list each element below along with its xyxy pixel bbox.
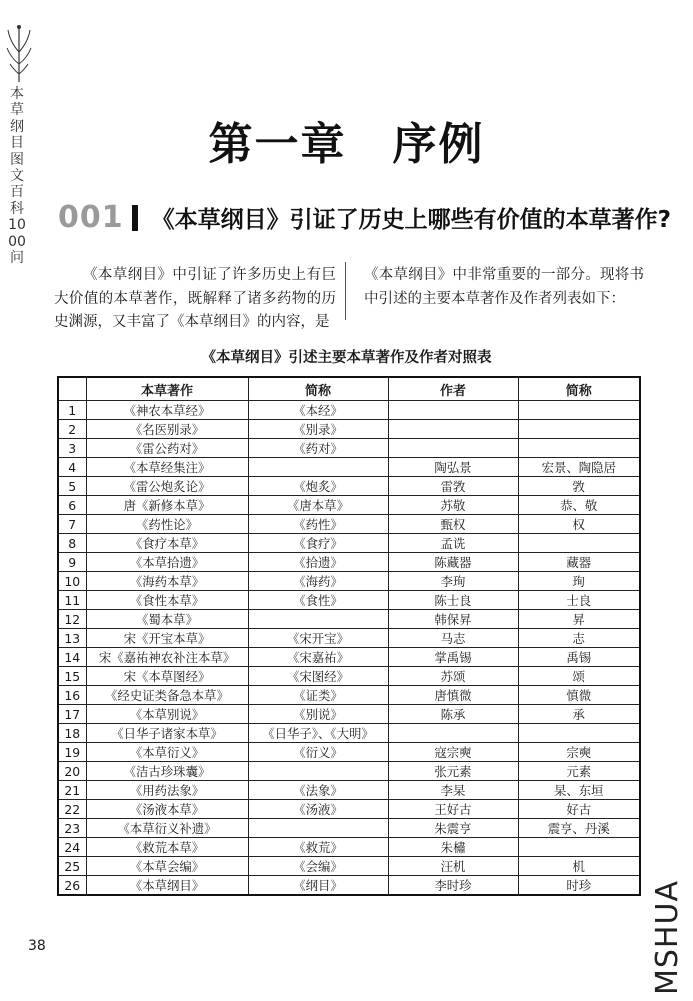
table-row bbox=[58, 515, 640, 534]
table-header-row bbox=[58, 377, 640, 401]
cell-work: 《本草衍义补遗》 bbox=[86, 819, 248, 838]
cell-work-abbr bbox=[248, 762, 388, 781]
cell-author-abbr: 恭、敬 bbox=[518, 496, 640, 515]
table-row bbox=[58, 743, 640, 762]
table-row bbox=[58, 648, 640, 667]
cell-index: 4 bbox=[58, 458, 86, 477]
cell-author: 苏颂 bbox=[388, 667, 518, 686]
cell-work: 《洁古珍珠囊》 bbox=[86, 762, 248, 781]
cell-author: 韩保昇 bbox=[388, 610, 518, 629]
cell-author-abbr: 颂 bbox=[518, 667, 640, 686]
cell-author: 汪机 bbox=[388, 857, 518, 876]
cell-work-abbr bbox=[248, 458, 388, 477]
cell-index: 10 bbox=[58, 572, 86, 591]
cell-index: 1 bbox=[58, 401, 86, 420]
cell-author-abbr bbox=[518, 439, 640, 458]
cell-index: 3 bbox=[58, 439, 86, 458]
table-row bbox=[58, 686, 640, 705]
cell-work-abbr: 《拾遗》 bbox=[248, 553, 388, 572]
table-row bbox=[58, 553, 640, 572]
cell-author-abbr: 权 bbox=[518, 515, 640, 534]
table-row bbox=[58, 857, 640, 876]
cell-author: 孟诜 bbox=[388, 534, 518, 553]
cell-author: 唐慎微 bbox=[388, 686, 518, 705]
table-row bbox=[58, 591, 640, 610]
cell-author: 陶弘景 bbox=[388, 458, 518, 477]
cell-index: 22 bbox=[58, 800, 86, 819]
cell-work-abbr: 《宋图经》 bbox=[248, 667, 388, 686]
cell-author-abbr: 元素 bbox=[518, 762, 640, 781]
works-authors-table bbox=[57, 376, 641, 896]
cell-author: 朱橚 bbox=[388, 838, 518, 857]
cell-work-abbr: 《宋开宝》 bbox=[248, 629, 388, 648]
cell-work: 《汤液本草》 bbox=[86, 800, 248, 819]
cell-author: 马志 bbox=[388, 629, 518, 648]
question-heading bbox=[58, 200, 671, 235]
cell-index: 9 bbox=[58, 553, 86, 572]
cell-author-abbr: 昇 bbox=[518, 610, 640, 629]
cell-author: 李珣 bbox=[388, 572, 518, 591]
table-row bbox=[58, 781, 640, 800]
cell-work: 《本草拾遗》 bbox=[86, 553, 248, 572]
table-row bbox=[58, 876, 640, 896]
cell-author: 李时珍 bbox=[388, 876, 518, 896]
cell-index: 17 bbox=[58, 705, 86, 724]
intro-paragraph-left: 《本草纲目》中引证了许多历史上有巨大价值的本草著作，既解释了诸多药物的历史渊源，又丰富了《本草纲目》的内容，是 bbox=[54, 267, 336, 330]
cell-work-abbr: 《海药》 bbox=[248, 572, 388, 591]
cell-work: 《本草衍义》 bbox=[86, 743, 248, 762]
cell-work: 《名医别录》 bbox=[86, 420, 248, 439]
cell-index: 21 bbox=[58, 781, 86, 800]
cell-index: 11 bbox=[58, 591, 86, 610]
cell-author-abbr: 杲、东垣 bbox=[518, 781, 640, 800]
header-work-abbr: 简称 bbox=[248, 377, 388, 401]
cell-author: 李杲 bbox=[388, 781, 518, 800]
cell-author: 陈藏器 bbox=[388, 553, 518, 572]
cell-index: 12 bbox=[58, 610, 86, 629]
header-author-abbr: 简称 bbox=[518, 377, 640, 401]
cell-work-abbr: 《药对》 bbox=[248, 439, 388, 458]
cell-work: 《本草别说》 bbox=[86, 705, 248, 724]
cell-work-abbr: 《本经》 bbox=[248, 401, 388, 420]
cell-index: 5 bbox=[58, 477, 86, 496]
column-divider bbox=[345, 262, 346, 320]
cell-work-abbr: 《药性》 bbox=[248, 515, 388, 534]
table-row bbox=[58, 610, 640, 629]
table-row bbox=[58, 819, 640, 838]
cell-author: 王好古 bbox=[388, 800, 518, 819]
cell-author-abbr: 藏器 bbox=[518, 553, 640, 572]
cell-author: 陈承 bbox=[388, 705, 518, 724]
cell-work-abbr: 《纲目》 bbox=[248, 876, 388, 896]
cell-work: 《蜀本草》 bbox=[86, 610, 248, 629]
cell-author bbox=[388, 724, 518, 743]
cell-work: 《经史证类备急本草》 bbox=[86, 686, 248, 705]
cell-work-abbr: 《炮炙》 bbox=[248, 477, 388, 496]
cell-index: 25 bbox=[58, 857, 86, 876]
cell-author-abbr: 震亨、丹溪 bbox=[518, 819, 640, 838]
table-body bbox=[58, 401, 640, 896]
cell-work-abbr: 《食疗》 bbox=[248, 534, 388, 553]
cell-index: 24 bbox=[58, 838, 86, 857]
cell-work: 《雷公炮炙论》 bbox=[86, 477, 248, 496]
cell-author-abbr: 珣 bbox=[518, 572, 640, 591]
cell-index: 16 bbox=[58, 686, 86, 705]
cell-author-abbr: 士良 bbox=[518, 591, 640, 610]
table-caption: 《本草纲目》引述主要本草著作及作者对照表 bbox=[201, 350, 492, 366]
cell-work: 《日华子诸家本草》 bbox=[86, 724, 248, 743]
page-number: 38 bbox=[28, 938, 46, 954]
cell-work-abbr: 《宋嘉祐》 bbox=[248, 648, 388, 667]
cell-index: 18 bbox=[58, 724, 86, 743]
table-row bbox=[58, 838, 640, 857]
cell-work-abbr: 《汤液》 bbox=[248, 800, 388, 819]
cell-author: 苏敬 bbox=[388, 496, 518, 515]
cell-work: 宋《开宝本草》 bbox=[86, 629, 248, 648]
cell-author: 张元素 bbox=[388, 762, 518, 781]
table-row bbox=[58, 420, 640, 439]
cell-work-abbr: 《唐本草》 bbox=[248, 496, 388, 515]
cell-author-abbr: 禹锡 bbox=[518, 648, 640, 667]
plant-sprig-icon bbox=[6, 22, 32, 84]
cell-work: 宋《嘉祐神农补注本草》 bbox=[86, 648, 248, 667]
cell-work-abbr bbox=[248, 819, 388, 838]
cell-author-abbr bbox=[518, 401, 640, 420]
cell-work-abbr: 《会编》 bbox=[248, 857, 388, 876]
cell-index: 6 bbox=[58, 496, 86, 515]
table-row bbox=[58, 800, 640, 819]
header-index bbox=[58, 377, 86, 401]
cell-author-abbr bbox=[518, 420, 640, 439]
cell-work-abbr bbox=[248, 610, 388, 629]
table-row bbox=[58, 705, 640, 724]
cell-work-abbr: 《法象》 bbox=[248, 781, 388, 800]
cell-index: 26 bbox=[58, 876, 86, 896]
cell-author-abbr: 承 bbox=[518, 705, 640, 724]
cell-author-abbr: 好古 bbox=[518, 800, 640, 819]
cell-index: 15 bbox=[58, 667, 86, 686]
table-row bbox=[58, 534, 640, 553]
cell-work-abbr: 《证类》 bbox=[248, 686, 388, 705]
cell-work-abbr: 《衍义》 bbox=[248, 743, 388, 762]
cell-author-abbr bbox=[518, 724, 640, 743]
cell-index: 19 bbox=[58, 743, 86, 762]
intro-paragraph-right: 《本草纲目》中非常重要的一部分。现将书中引述的主要本草著作及作者列表如下： bbox=[364, 267, 644, 307]
cell-author-abbr: 志 bbox=[518, 629, 640, 648]
header-work: 本草著作 bbox=[86, 377, 248, 401]
cell-work: 《海药本草》 bbox=[86, 572, 248, 591]
cell-author: 甄权 bbox=[388, 515, 518, 534]
table-row bbox=[58, 477, 640, 496]
cell-work: 《药性论》 bbox=[86, 515, 248, 534]
question-text: 《本草纲目》引证了历史上哪些有价值的本草著作? bbox=[151, 207, 671, 233]
cell-author-abbr: 慎微 bbox=[518, 686, 640, 705]
table-row bbox=[58, 458, 640, 477]
cell-author-abbr bbox=[518, 534, 640, 553]
table-row bbox=[58, 762, 640, 781]
book-side-title: 本草纲目图文百科1000问 bbox=[8, 86, 26, 267]
table-row bbox=[58, 496, 640, 515]
table-row bbox=[58, 667, 640, 686]
header-author: 作者 bbox=[388, 377, 518, 401]
cell-index: 13 bbox=[58, 629, 86, 648]
cell-work-abbr: 《别录》 bbox=[248, 420, 388, 439]
cell-author bbox=[388, 401, 518, 420]
cell-author-abbr bbox=[518, 838, 640, 857]
cell-work-abbr: 《食性》 bbox=[248, 591, 388, 610]
cell-author: 寇宗奭 bbox=[388, 743, 518, 762]
cell-author: 陈士良 bbox=[388, 591, 518, 610]
table-row bbox=[58, 724, 640, 743]
cell-author-abbr: 敩 bbox=[518, 477, 640, 496]
cell-index: 14 bbox=[58, 648, 86, 667]
cell-work: 《雷公药对》 bbox=[86, 439, 248, 458]
cell-author bbox=[388, 420, 518, 439]
cell-author: 掌禹锡 bbox=[388, 648, 518, 667]
cell-work: 《食疗本草》 bbox=[86, 534, 248, 553]
table-row bbox=[58, 401, 640, 420]
cell-author-abbr: 机 bbox=[518, 857, 640, 876]
cell-index: 8 bbox=[58, 534, 86, 553]
question-divider-bar bbox=[132, 205, 138, 231]
cell-work: 《神农本草经》 bbox=[86, 401, 248, 420]
cell-work-abbr: 《别说》 bbox=[248, 705, 388, 724]
cell-author: 雷敩 bbox=[388, 477, 518, 496]
cell-work-abbr: 《救荒》 bbox=[248, 838, 388, 857]
cell-work: 《救荒本草》 bbox=[86, 838, 248, 857]
cell-work: 唐《新修本草》 bbox=[86, 496, 248, 515]
chapter-title: 第一章 序例 bbox=[208, 119, 485, 170]
cell-index: 7 bbox=[58, 515, 86, 534]
cell-work: 《用药法象》 bbox=[86, 781, 248, 800]
cell-work-abbr: 《日华子》、《大明》 bbox=[248, 724, 388, 743]
cell-index: 2 bbox=[58, 420, 86, 439]
table-row bbox=[58, 572, 640, 591]
cell-work: 宋《本草图经》 bbox=[86, 667, 248, 686]
cell-author-abbr: 时珍 bbox=[518, 876, 640, 896]
table-row bbox=[58, 439, 640, 458]
cell-work: 《本草经集注》 bbox=[86, 458, 248, 477]
watermark-text: MSHUA bbox=[650, 880, 685, 995]
cell-index: 23 bbox=[58, 819, 86, 838]
cell-index: 20 bbox=[58, 762, 86, 781]
cell-work: 《本草纲目》 bbox=[86, 876, 248, 896]
cell-work: 《食性本草》 bbox=[86, 591, 248, 610]
cell-author bbox=[388, 439, 518, 458]
cell-work: 《本草会编》 bbox=[86, 857, 248, 876]
cell-author: 朱震亨 bbox=[388, 819, 518, 838]
cell-author-abbr: 宏景、陶隐居 bbox=[518, 458, 640, 477]
cell-author-abbr: 宗奭 bbox=[518, 743, 640, 762]
question-number: 001 bbox=[58, 200, 124, 235]
table-row bbox=[58, 629, 640, 648]
